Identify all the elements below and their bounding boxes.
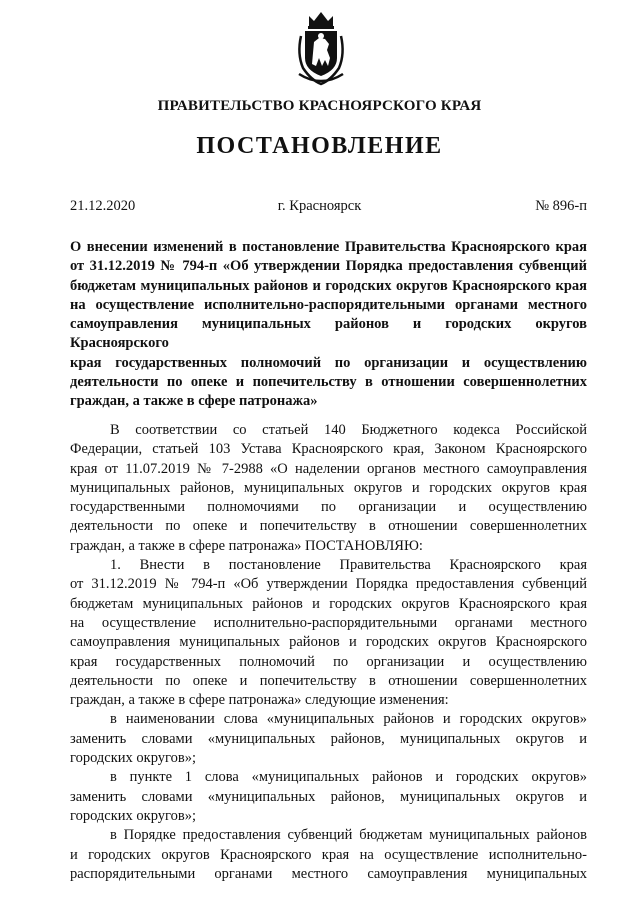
body-line: бюджетам муниципальных районов и городских округов Красноярского края [70, 595, 587, 612]
title-line: бюджетам муниципальных районов и городских округов Красноярского края [70, 277, 587, 294]
document-city: г. Красноярск [277, 198, 362, 214]
title-line: деятельности по опеке и попечительству в отношении совершеннолетних [70, 374, 587, 391]
body-line: государственными полномочиями по организации и осуществлению [70, 499, 587, 516]
body-line: в пункте 1 слова «муниципальных районов и городских округов» [110, 769, 587, 786]
krasnoyarsk-coat-of-arms-icon [295, 8, 347, 88]
body-line: края от 11.07.2019 № 7-2988 «О наделении органов местного самоуправления [70, 460, 587, 477]
government-name: ПРАВИТЕЛЬСТВО КРАСНОЯРСКОГО КРАЯ [157, 98, 482, 114]
body-line: деятельности по опеке и попечительству в отношении совершеннолетних [70, 518, 587, 535]
body-line: и городских округов Красноярского края на осуществление исполнительно- [70, 846, 587, 863]
document-body [70, 421, 587, 884]
body-line: распорядительными органами местного самоуправления муниципальных [70, 865, 587, 882]
title-line: самоуправления муниципальных районов и городских округов Красноярского [70, 316, 587, 352]
body-line: на осуществление исполнительно-распорядительными органами местного [70, 614, 587, 631]
body-line: края государственных полномочий по организации и осуществлению [70, 653, 587, 670]
body-line: В соответствии со статьей 140 Бюджетного кодекса Российской [110, 422, 587, 438]
title-line: края государственных полномочий по организации и осуществлению [70, 354, 587, 371]
body-line: 1. Внести в постановление Правительства Красноярского края [110, 557, 587, 574]
document-date: 21.12.2020 [70, 198, 136, 214]
document-title [70, 238, 587, 412]
title-line: граждан, а также в сфере патронажа» [70, 393, 318, 410]
body-line: в Порядке предоставления субвенций бюджетам муниципальных районов [110, 827, 587, 844]
body-line: Федерации, статьей 103 Устава Красноярского края, Законом Красноярского [70, 441, 587, 458]
body-line: от 31.12.2019 № 794-п «Об утверждении Порядка предоставления субвенций [70, 576, 587, 593]
document-number: № 896-п [535, 198, 587, 214]
body-line: городских округов»; [70, 807, 196, 824]
body-line: деятельности по опеке и попечительству в отношении совершеннолетних [70, 672, 587, 689]
body-line: муниципальных районов, муниципальных округов и городских округов края [70, 479, 587, 496]
body-line: в наименовании слова «муниципальных районов и городских округов» [110, 711, 587, 728]
body-line: заменить словами «муниципальных районов, муниципальных округов и [70, 788, 587, 805]
title-line: О внесении изменений в постановление Правительства Красноярского края [70, 239, 587, 255]
body-line: самоуправления муниципальных районов и городских округов Красноярского [70, 634, 587, 651]
body-line: граждан, а также в сфере патронажа» следующие изменения: [70, 692, 449, 709]
title-line: на осуществление исполнительно-распорядительными органами местного [70, 296, 587, 313]
title-line: от 31.12.2019 № 794-п «Об утверждении Порядка предоставления субвенций [70, 258, 587, 275]
body-line: граждан, а также в сфере патронажа» ПОСТАНОВЛЯЮ: [70, 537, 423, 554]
body-line: заменить словами «муниципальных районов, муниципальных округов и [70, 730, 587, 747]
document-type: ПОСТАНОВЛЕНИЕ [196, 133, 443, 159]
body-line: городских округов»; [70, 750, 196, 767]
